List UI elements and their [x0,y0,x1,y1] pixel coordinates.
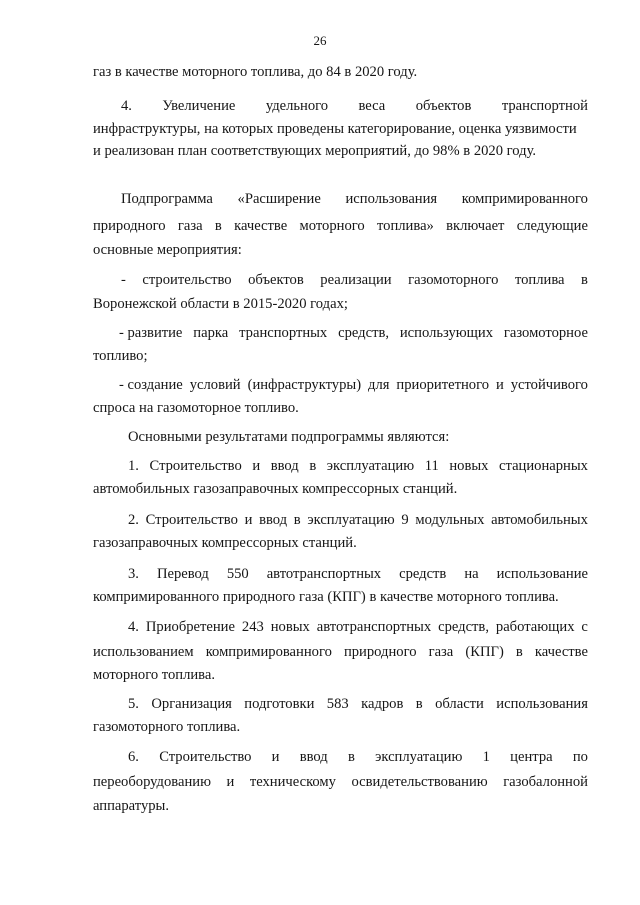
word: Организация [151,696,232,712]
word: газа [177,218,203,234]
word: использования [496,696,588,712]
word: качестве [534,644,588,660]
measure2-line-2: топливо; [93,348,148,364]
word: с [581,619,588,635]
word: и [252,458,261,474]
word: природного [93,218,166,234]
results-intro: Основными результатами подпрограммы являются: [128,429,450,445]
word: 9 [401,512,409,528]
result4-line-1 [128,617,588,637]
word: строительство [142,272,232,288]
measure1-line-1 [121,270,588,290]
word: и [271,749,280,765]
result3-line-1 [128,564,588,584]
word: в [347,749,355,765]
word: газобалонной [503,774,588,790]
subprogram-line-2 [93,216,588,236]
word: парка [193,325,229,341]
word: следующие [516,218,588,234]
word: 6. [128,749,139,765]
word: в [581,272,588,288]
result5-line-2: газомоторного топлива. [93,719,241,735]
word: в [309,458,317,474]
result1-line-2: автомобильных газозаправочных компрессорных станций. [93,481,458,497]
word: 2. [128,512,139,528]
word: средств [399,566,447,582]
result6-line-1 [128,747,588,767]
word: использование [496,566,588,582]
result4-line-3: моторного топлива. [93,667,216,683]
word: автотранспортных [266,566,382,582]
word: эксплуатацию [307,512,395,528]
word: Строительство [149,458,242,474]
word: для [368,377,390,393]
result2-line-1 [128,510,588,530]
word: 1 [482,749,490,765]
page-number: 26 [313,33,327,48]
paragraph-continued-line: газ в качестве моторного топлива, до 84 в 2020 году. [93,64,418,80]
word: топлива» [376,218,434,234]
word: Увеличение [162,98,236,114]
word: эксплуатацию [375,749,463,765]
result2-line-2: газозаправочных компрессорных станций. [93,535,357,551]
word: приоритетного [396,377,489,393]
word: 4. [121,98,132,114]
word: 1. [128,458,139,474]
word: - создание [119,377,183,393]
word: Приобретение [145,619,235,635]
word: 583 [326,696,349,712]
word: в [214,218,222,234]
word: газомоторное [503,325,588,341]
word: и [495,377,504,393]
word: условий [189,377,241,393]
word: транспортных [239,325,328,341]
word: на [464,566,479,582]
word: в [515,644,523,660]
word: 550 [226,566,249,582]
word: газомоторного [408,272,499,288]
word: газа [428,644,454,660]
word: 4. [128,619,139,635]
word: модульных [415,512,485,528]
word: кадров [361,696,404,712]
word: и [244,512,253,528]
word: Перевод [156,566,209,582]
word: в [415,696,423,712]
word: средств, [438,619,489,635]
word: и [226,774,235,790]
word: (КПГ) [465,644,504,660]
word: автомобильных [491,512,588,528]
word: области [435,696,484,712]
measure3-line-1 [119,375,588,395]
word: 5. [128,696,139,712]
word: эксплуатацию [326,458,415,474]
word: топлива [514,272,565,288]
word: 11 [424,458,439,474]
word: 3. [128,566,139,582]
result6-line-3: аппаратуры. [93,798,170,814]
word: компримированного [205,644,332,660]
word: работающих [495,619,575,635]
word: объектов [248,272,304,288]
measure1-line-2: Воронежской области в 2015-2020 годах; [93,296,348,312]
result1-line-1 [128,456,588,476]
word: подготовки [244,696,315,712]
item4-line-2: инфраструктуры, на которых проведены категорирование, оценка уязвимости [93,121,577,137]
result4-line-2 [93,642,588,662]
word: - развитие [119,325,183,341]
word: веса [358,98,386,114]
word: 243 [241,619,264,635]
word: ввод [259,512,288,528]
word: реализации [320,272,392,288]
word: переоборудованию [93,774,211,790]
word: центра [510,749,553,765]
word: природного [343,644,417,660]
word: включает [446,218,505,234]
measure3-line-2: спроса на газомоторное топливо. [93,400,299,416]
word: ввод [270,458,299,474]
word: новых [270,619,310,635]
item4-line-3: и реализован план соответствующих мероприятий, до 98% в 2020 году. [93,143,537,159]
word: объектов [415,98,472,114]
word: использования [345,191,438,207]
word: удельного [265,98,329,114]
result5-line-1 [128,694,588,714]
word: новых [449,458,489,474]
word: средств, [338,325,389,341]
word: автотранспортных [316,619,432,635]
word: устойчивого [510,377,588,393]
word: транспортной [501,98,588,114]
word: техническому [249,774,336,790]
word: компримированного [461,191,588,207]
result6-line-2 [93,772,588,792]
word: стационарных [499,458,588,474]
word: использующих [399,325,494,341]
item4-line-1 [121,96,588,116]
subprogram-line-1 [121,189,588,209]
word: освидетельствованию [351,774,488,790]
word: качестве [234,218,288,234]
word: ввод [299,749,328,765]
measure2-line-1 [119,323,588,343]
word: в [293,512,301,528]
word: (инфраструктуры) [247,377,362,393]
word: по [572,749,588,765]
word: моторного [299,218,365,234]
result3-line-2: компримированного природного газа (КПГ) в качестве моторного топлива. [93,589,559,605]
word: Подпрограмма [121,191,213,207]
word: использованием [93,644,194,660]
subprogram-line-3: основные мероприятия: [93,242,242,258]
word: Строительство [159,749,252,765]
word: «Расширение [237,191,321,207]
word: - [121,272,126,288]
word: Строительство [145,512,238,528]
